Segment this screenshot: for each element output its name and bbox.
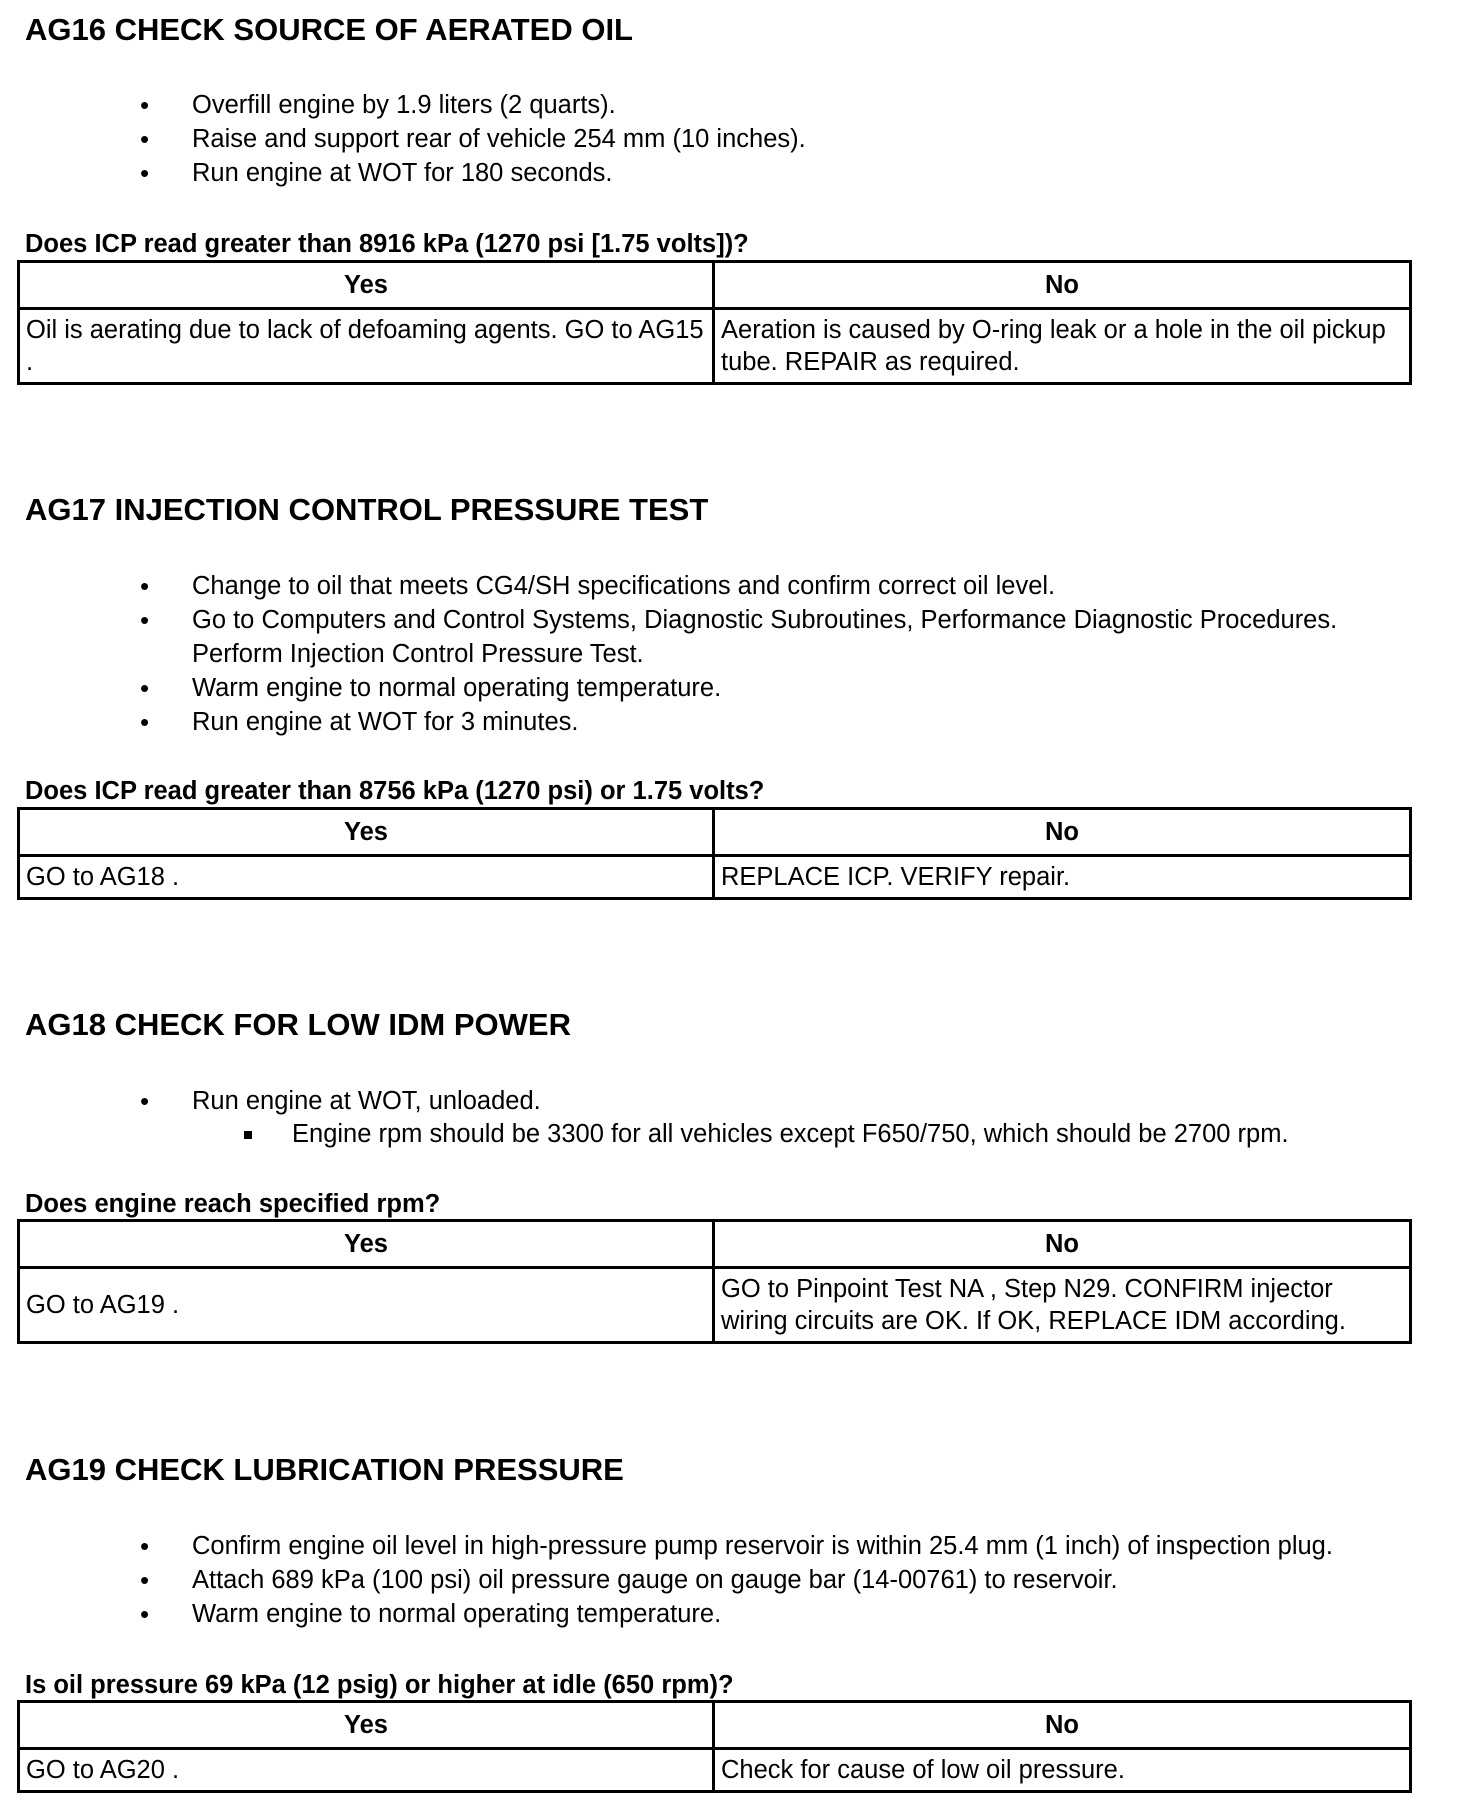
no-cell: Aeration is caused by O-ring leak or a hole in the oil pickup tube. REPAIR as required. — [714, 309, 1411, 384]
bullet-list — [0, 88, 806, 190]
yes-no-table — [17, 260, 1412, 385]
no-cell: Check for cause of low oil pressure. — [714, 1749, 1411, 1792]
question-text: Is oil pressure 69 kPa (12 psig) or higher at idle (650 rpm)? — [25, 1671, 734, 1699]
bullet-item: • Warm engine to normal operating temperature. — [0, 1597, 1333, 1631]
bullet-item: • Raise and support rear of vehicle 254 mm (10 inches). — [0, 122, 806, 156]
no-header: No — [714, 1221, 1411, 1268]
yes-header: Yes — [19, 1702, 714, 1749]
bullet-item: • Run engine at WOT for 180 seconds. — [0, 156, 806, 190]
question-text: Does ICP read greater than 8916 kPa (1270 psi [1.75 volts])? — [25, 230, 749, 258]
yes-cell: GO to AG19 . — [19, 1268, 714, 1343]
bullet-item — [0, 603, 1337, 671]
bullet-item: • Change to oil that meets CG4/SH specifications and confirm correct oil level. — [0, 569, 1337, 603]
bullet-continuation: Perform Injection Control Pressure Test. — [192, 640, 644, 668]
sub-bullet-item: Engine rpm should be 3300 for all vehicles except F650/750, which should be 2700 rpm. — [0, 1118, 1289, 1150]
no-header: No — [714, 262, 1411, 309]
bullet-text: Go to Computers and Control Systems, Diagnostic Subroutines, Performance Diagnostic Procedures. — [192, 606, 1338, 634]
no-cell: GO to Pinpoint Test NA , Step N29. CONFIRM injector wiring circuits are OK. If OK, REPLACE IDM according. — [714, 1268, 1411, 1343]
question-text: Does ICP read greater than 8756 kPa (1270 psi) or 1.75 volts? — [25, 777, 765, 805]
yes-no-table — [17, 1700, 1412, 1793]
yes-header: Yes — [19, 1221, 714, 1268]
bullet-list — [0, 1084, 1289, 1150]
no-header: No — [714, 1702, 1411, 1749]
yes-cell: GO to AG18 . — [19, 856, 714, 899]
yes-cell: GO to AG20 . — [19, 1749, 714, 1792]
section-heading: AG17 INJECTION CONTROL PRESSURE TEST — [25, 492, 709, 527]
no-header: No — [714, 809, 1411, 856]
section-heading: AG19 CHECK LUBRICATION PRESSURE — [25, 1452, 624, 1487]
bullet-item: • Warm engine to normal operating temperature. — [0, 671, 1337, 705]
yes-no-table — [17, 807, 1412, 900]
yes-header: Yes — [19, 809, 714, 856]
bullet-item: • Run engine at WOT for 3 minutes. — [0, 705, 1337, 739]
bullet-item: • Run engine at WOT, unloaded. — [0, 1084, 1289, 1118]
no-cell: REPLACE ICP. VERIFY repair. — [714, 856, 1411, 899]
bullet-list — [0, 569, 1337, 739]
yes-no-table — [17, 1219, 1412, 1344]
bullet-item: • Confirm engine oil level in high-pressure pump reservoir is within 25.4 mm (1 inch) of inspection plug. — [0, 1529, 1333, 1563]
yes-cell: Oil is aerating due to lack of defoaming agents. GO to AG15 . — [19, 309, 714, 384]
bullet-item: • Attach 689 kPa (100 psi) oil pressure gauge on gauge bar (14-00761) to reservoir. — [0, 1563, 1333, 1597]
bullet-item: • Overfill engine by 1.9 liters (2 quarts). — [0, 88, 806, 122]
section-heading: AG18 CHECK FOR LOW IDM POWER — [25, 1007, 571, 1042]
yes-header: Yes — [19, 262, 714, 309]
question-text: Does engine reach specified rpm? — [25, 1190, 441, 1218]
bullet-list — [0, 1529, 1333, 1631]
section-heading: AG16 CHECK SOURCE OF AERATED OIL — [25, 12, 633, 47]
